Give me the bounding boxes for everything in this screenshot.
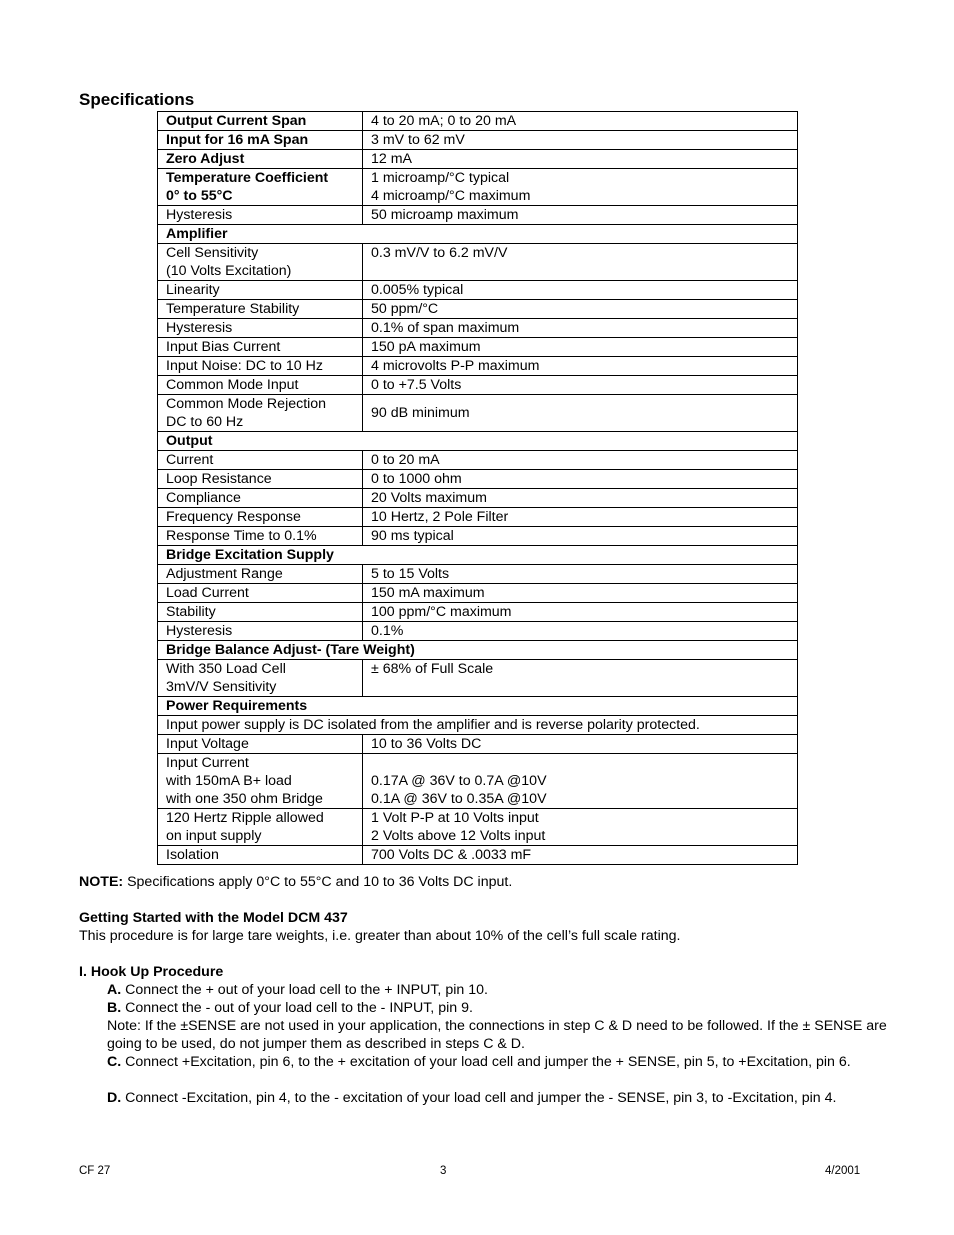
footer-date: 4/2001 [825, 1165, 861, 1177]
table-row [158, 846, 798, 865]
step-label: C. [107, 1054, 122, 1070]
spec-value-line: 0.17A @ 36V to 0.7A @10V [371, 773, 547, 789]
spec-label [158, 169, 363, 206]
spec-label: Input Bias Current [158, 338, 363, 357]
table-row [158, 565, 798, 584]
section-title: Output [158, 432, 798, 451]
spec-label-line: With 350 Load Cell [166, 661, 286, 677]
note-text: Specifications apply 0°C to 55°C and 10 to 36 Volts DC input. [123, 874, 513, 890]
step-text: Connect the + out of your load cell to the + INPUT, pin 10. [121, 982, 488, 998]
spec-label: Input Voltage [158, 735, 363, 754]
section-title: Bridge Balance Adjust- (Tare Weight) [158, 641, 798, 660]
section-header-row [158, 225, 798, 244]
step-text: Connect +Excitation, pin 6, to the + excitation of your load cell and jumper the + SENSE, pin 5, to +Excitation, pin 6. [121, 1054, 851, 1070]
table-row [158, 357, 798, 376]
table-row [158, 169, 798, 206]
spec-value: 0.005% typical [363, 281, 798, 300]
spec-value: 12 mA [363, 150, 798, 169]
step-label: B. [107, 1000, 122, 1016]
spec-value: 20 Volts maximum [363, 489, 798, 508]
spec-label: Load Current [158, 584, 363, 603]
spec-value: 0 to +7.5 Volts [363, 376, 798, 395]
spec-label [158, 809, 363, 846]
spec-label-line: (10 Volts Excitation) [166, 263, 292, 279]
spec-value: 10 to 36 Volts DC [363, 735, 798, 754]
table-row [158, 244, 798, 281]
step-label: A. [107, 982, 122, 998]
power-note: Input power supply is DC isolated from the amplifier and is reverse polarity protected. [158, 716, 798, 735]
section-header-row [158, 641, 798, 660]
spec-label: Output Current Span [158, 112, 363, 131]
specifications-heading: Specifications [79, 90, 195, 109]
step-c [79, 1053, 907, 1071]
getting-started-heading: Getting Started with the Model DCM 437 [79, 910, 348, 926]
spec-value: 3 mV to 62 mV [363, 131, 798, 150]
spec-value: 5 to 15 Volts [363, 565, 798, 584]
note-paragraph [79, 873, 879, 891]
spec-label: Input Noise: DC to 10 Hz [158, 357, 363, 376]
spec-label [158, 754, 363, 809]
spec-label: Common Mode Input [158, 376, 363, 395]
footer-left: CF 27 [79, 1165, 111, 1177]
spec-value-line: 0.1A @ 36V to 0.35A @10V [371, 791, 547, 807]
table-row [158, 338, 798, 357]
spec-value: 150 pA maximum [363, 338, 798, 357]
table-row [158, 622, 798, 641]
table-row [158, 281, 798, 300]
step-label: D. [107, 1090, 122, 1106]
table-row [158, 150, 798, 169]
spec-label [158, 660, 363, 697]
spec-value: 10 Hertz, 2 Pole Filter [363, 508, 798, 527]
table-row [158, 112, 798, 131]
spec-label: Input for 16 mA Span [158, 131, 363, 150]
step-d [79, 1089, 907, 1107]
table-row [158, 470, 798, 489]
table-row [158, 603, 798, 622]
table-row [158, 376, 798, 395]
spec-label [158, 395, 363, 432]
table-row [158, 716, 798, 735]
table-row [158, 754, 798, 809]
table-row [158, 451, 798, 470]
spec-value: 50 microamp maximum [363, 206, 798, 225]
hookup-note: Note: If the ±SENSE are not used in your application, the connections in step C & D need to be followed. If the ± SENSE are going to be used, do not jumper them as described in steps C & D. [107, 1018, 887, 1052]
spec-value: 150 mA maximum [363, 584, 798, 603]
spec-label: Hysteresis [158, 622, 363, 641]
spec-label: Adjustment Range [158, 565, 363, 584]
table-row [158, 319, 798, 338]
spec-label-line: with 150mA B+ load [166, 773, 292, 789]
spec-label-line: Input Current [166, 755, 249, 771]
table-row [158, 584, 798, 603]
spec-value: 4 to 20 mA; 0 to 20 mA [363, 112, 798, 131]
spec-label-line: Temperature Coefficient [166, 170, 329, 186]
spec-label: Isolation [158, 846, 363, 865]
spec-label: Hysteresis [158, 206, 363, 225]
table-row [158, 300, 798, 319]
spec-value: 0.1% [363, 622, 798, 641]
spec-label [158, 244, 363, 281]
spec-value: 100 ppm/°C maximum [363, 603, 798, 622]
table-row [158, 395, 798, 432]
section-title: Bridge Excitation Supply [158, 546, 798, 565]
spec-value: 50 ppm/°C [363, 300, 798, 319]
spec-value-line: 1 Volt P-P at 10 Volts input [371, 810, 539, 826]
spec-label: Loop Resistance [158, 470, 363, 489]
spec-value: 4 microvolts P-P maximum [363, 357, 798, 376]
step-text: Connect -Excitation, pin 4, to the - excitation of your load cell and jumper the - SENSE, pin 3, to -Excitation, pin 4. [121, 1090, 837, 1106]
note-label: NOTE: [79, 874, 124, 890]
spec-value: ± 68% of Full Scale [363, 660, 798, 697]
spec-value-line: 1 microamp/°C typical [371, 170, 510, 186]
spec-value-line: 4 microamp/°C maximum [371, 188, 531, 204]
spec-label-line: Common Mode Rejection [166, 396, 327, 412]
table-row [158, 660, 798, 697]
section-header-row [158, 546, 798, 565]
spec-label: Zero Adjust [158, 150, 363, 169]
table-row [158, 131, 798, 150]
step-text: Connect the - out of your load cell to the - INPUT, pin 9. [121, 1000, 473, 1016]
spec-label: Hysteresis [158, 319, 363, 338]
section-header-row [158, 697, 798, 716]
spec-value: 0 to 1000 ohm [363, 470, 798, 489]
spec-label: Compliance [158, 489, 363, 508]
getting-started-text: This procedure is for large tare weights, i.e. greater than about 10% of the cell’s full scale rating. [79, 928, 681, 944]
spec-value: 0.1% of span maximum [363, 319, 798, 338]
spec-value-line: 2 Volts above 12 Volts input [371, 828, 546, 844]
specifications-table [157, 111, 798, 865]
spec-label: Stability [158, 603, 363, 622]
spec-label-line: with one 350 ohm Bridge [166, 791, 323, 807]
spec-label: Temperature Stability [158, 300, 363, 319]
spec-value: 700 Volts DC & .0033 mF [363, 846, 798, 865]
spec-label-line: DC to 60 Hz [166, 414, 244, 430]
spec-value [363, 754, 798, 809]
spec-label-line: 0° to 55°C [166, 188, 233, 204]
spec-label: Current [158, 451, 363, 470]
spec-label-line: 120 Hertz Ripple allowed [166, 810, 324, 826]
section-title: Amplifier [158, 225, 798, 244]
hookup-heading: I. Hook Up Procedure [79, 964, 224, 980]
spec-value [363, 169, 798, 206]
spec-value: 90 dB minimum [363, 395, 798, 432]
spec-value: 0.3 mV/V to 6.2 mV/V [363, 244, 798, 281]
footer-page-number: 3 [440, 1165, 447, 1177]
table-row [158, 527, 798, 546]
table-row [158, 508, 798, 527]
section-title: Power Requirements [158, 697, 798, 716]
spec-value [363, 809, 798, 846]
spec-label: Frequency Response [158, 508, 363, 527]
table-row [158, 206, 798, 225]
table-row [158, 489, 798, 508]
spec-label-line: Cell Sensitivity [166, 245, 259, 261]
spec-value: 0 to 20 mA [363, 451, 798, 470]
spec-label-line: on input supply [166, 828, 262, 844]
step-b [79, 999, 907, 1017]
spec-label: Linearity [158, 281, 363, 300]
table-row [158, 809, 798, 846]
section-header-row [158, 432, 798, 451]
table-row [158, 735, 798, 754]
step-a [79, 981, 907, 999]
spec-value: 90 ms typical [363, 527, 798, 546]
spec-label-line: 3mV/V Sensitivity [166, 679, 277, 695]
spec-label: Response Time to 0.1% [158, 527, 363, 546]
